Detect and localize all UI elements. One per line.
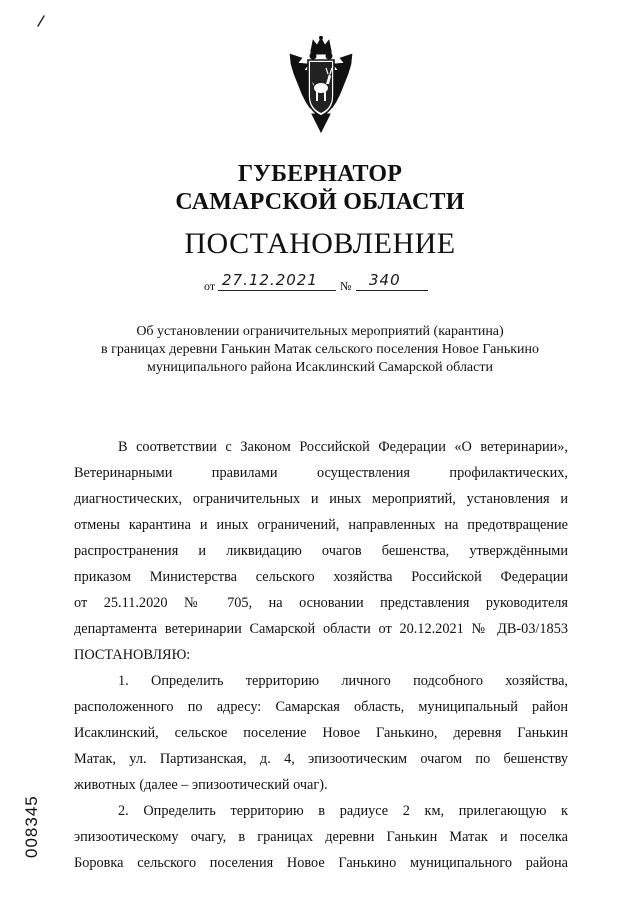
samara-coat-of-arms-icon: [282, 36, 360, 136]
subject-line: в границах деревни Ганькин Матак сельского поселения Новое Ганькино: [101, 342, 539, 357]
body-line: от 25.11.2020 № 705, на основании представления руководителя: [74, 595, 568, 611]
body-line: расположенного по адресу: Самарская область, муниципальный район: [74, 699, 568, 715]
date-underline: [218, 290, 336, 291]
body-line: Матак, ул. Партизанская, д. 4, эпизоотическим очагом по бешенству: [74, 751, 568, 767]
authority-title-line1: ГУБЕРНАТОР: [237, 161, 403, 187]
body-line: диагностических, ограничительных и иных мероприятий, установления и: [74, 491, 568, 507]
authority-title-line2: САМАРСКОЙ ОБЛАСТИ: [175, 189, 465, 215]
date-from-label: от: [204, 279, 216, 293]
date-number-line: [204, 272, 444, 294]
body-line: Ветеринарными правилами осуществления профилактических,: [74, 465, 568, 481]
handwritten-number: 340: [369, 271, 401, 289]
body-line: распространения и ликвидацию очагов бешенства, утверждёнными: [74, 543, 568, 559]
handwritten-tick-icon: [36, 14, 46, 28]
body-line: 2. Определить территорию в радиусе 2 км, прилегающую к: [118, 803, 568, 819]
body-line: эпизоотическому очагу, в границах деревни Ганькин Матак и поселка: [74, 829, 568, 845]
body-line: отмены карантина и иных ограничений, направленных на предотвращение: [74, 517, 568, 533]
body-line: животных (далее – эпизоотический очаг).: [74, 777, 328, 793]
body-line: приказом Министерства сельского хозяйства Российской Федерации: [74, 569, 568, 585]
body-line: 1. Определить территорию личного подсобного хозяйства,: [118, 673, 568, 689]
number-underline: [356, 290, 428, 291]
margin-serial-number: 008345: [22, 795, 41, 858]
handwritten-date: 27.12.2021: [222, 271, 318, 289]
body-line: Боровка сельского поселения Новое Ганькино муниципального района: [74, 855, 568, 871]
body-line: Исаклинский, сельское поселение Новое Ганькино, деревня Ганькин: [74, 725, 568, 741]
subject-line: муниципального района Исаклинский Самарской области: [147, 360, 493, 375]
document-subject: [60, 323, 580, 377]
subject-line: Об установлении ограничительных мероприятий (карантина): [136, 324, 504, 339]
body-line: департамента ветеринарии Самарской области от 20.12.2021 № ДВ-03/1853: [74, 621, 568, 637]
number-label: №: [340, 279, 352, 293]
document-type-title: ПОСТАНОВЛЕНИЕ: [184, 227, 456, 260]
body-line: В соответствии с Законом Российской Федерации «О ветеринарии»,: [118, 439, 568, 455]
body-line: ПОСТАНОВЛЯЮ:: [74, 647, 191, 663]
